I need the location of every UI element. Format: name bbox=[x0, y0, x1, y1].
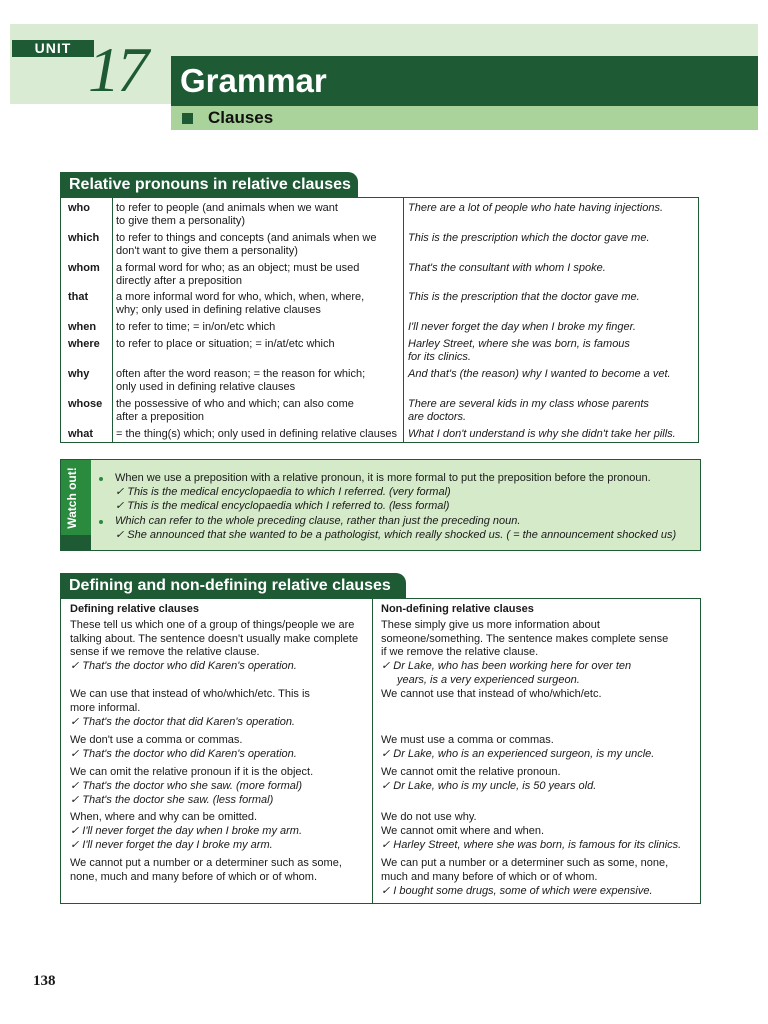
example-line: And that's (the reason) why I wanted to become a vet. bbox=[408, 368, 671, 380]
left-column-line: ✓ I'll never forget the day I broke my arm. bbox=[70, 839, 273, 851]
right-column-line: ✓ Dr Lake, who is my uncle, is 50 years old. bbox=[381, 780, 597, 792]
usage-cell bbox=[116, 232, 401, 258]
example-line: This is the prescription which the doctor gave me. bbox=[408, 232, 650, 244]
left-column-line: talking about. The sentence doesn't usually make complete bbox=[70, 633, 359, 645]
left-column-line: more informal. bbox=[70, 702, 141, 714]
example-line: There are a lot of people who hate having injections. bbox=[408, 202, 663, 214]
left-column-line: We cannot put a number or a determiner such as some, bbox=[70, 857, 342, 869]
left-column-line: We don't use a comma or commas. bbox=[70, 734, 243, 746]
right-column-line: We cannot omit where and when. bbox=[381, 825, 545, 837]
watch-out-line: Which can refer to the whole preceding clause, rather than just the preceding noun. bbox=[115, 515, 521, 527]
right-column-heading: Non-defining relative clauses bbox=[381, 603, 534, 615]
left-column-line: ✓ That's the doctor who did Karen's operation. bbox=[70, 660, 297, 672]
right-column-line: years, is a very experienced surgeon. bbox=[397, 674, 580, 686]
example-line: This is the prescription that the doctor gave me. bbox=[408, 291, 640, 303]
page-title: Grammar bbox=[180, 62, 327, 99]
watch-out-label: Watch out! bbox=[65, 467, 79, 529]
usage-cell bbox=[116, 262, 401, 288]
example-cell bbox=[408, 368, 696, 381]
usage-line: to refer to people (and animals when we want bbox=[116, 202, 338, 214]
example-cell bbox=[408, 398, 696, 424]
left-column-line: When, where and why can be omitted. bbox=[70, 811, 258, 823]
pronoun-cell: when bbox=[68, 321, 97, 333]
usage-cell bbox=[116, 321, 401, 334]
left-column-line: ✓ That's the doctor she saw. (less formal) bbox=[70, 794, 274, 806]
usage-cell bbox=[116, 202, 401, 228]
right-column-line: We cannot omit the relative pronoun. bbox=[381, 766, 561, 778]
pronoun-cell: why bbox=[68, 368, 90, 380]
example-cell bbox=[408, 202, 696, 215]
usage-line: why; only used in defining relative clauses bbox=[116, 304, 321, 316]
bullet-icon bbox=[99, 477, 103, 481]
usage-line: don't want to give them a personality) bbox=[116, 245, 298, 257]
usage-cell bbox=[116, 428, 401, 441]
left-column-line: ✓ That's the doctor who she saw. (more formal) bbox=[70, 780, 303, 792]
usage-line: a formal word for who; as an object; must be used bbox=[116, 262, 360, 274]
example-cell bbox=[408, 262, 696, 275]
left-column-line: ✓ That's the doctor that did Karen's operation. bbox=[70, 716, 295, 728]
column-divider bbox=[403, 198, 404, 442]
left-column-line: sense if we remove the relative clause. bbox=[70, 646, 260, 658]
example-cell bbox=[408, 291, 696, 304]
square-bullet-icon bbox=[182, 113, 193, 124]
right-column-line: ✓ Harley Street, where she was born, is famous for its clinics. bbox=[381, 839, 682, 851]
example-cell bbox=[408, 338, 696, 364]
usage-line: after a preposition bbox=[116, 411, 205, 423]
pronoun-cell: whom bbox=[68, 262, 100, 274]
left-column-line: ✓ I'll never forget the day when I broke my arm. bbox=[70, 825, 303, 837]
example-line: for its clinics. bbox=[408, 351, 471, 363]
pronoun-cell: which bbox=[68, 232, 100, 244]
left-column-line: We can use that instead of who/which/etc. This is bbox=[70, 688, 310, 700]
left-column-line: ✓ That's the doctor who did Karen's operation. bbox=[70, 748, 297, 760]
watch-out-line: When we use a preposition with a relative pronoun, it is more formal to put the preposition before the pronoun. bbox=[115, 472, 651, 484]
left-column-line: none, much and many before of which or of whom. bbox=[70, 871, 318, 883]
right-column-line: We must use a comma or commas. bbox=[381, 734, 554, 746]
relative-pronouns-table bbox=[60, 197, 699, 443]
watch-out-line: ✓ She announced that she wanted to be a pathologist, which really shocked us. ( = the announcement shocked us) bbox=[115, 529, 677, 541]
section-title-defining-clauses: Defining and non-defining relative clauses bbox=[60, 573, 406, 599]
watch-out-line: ✓ This is the medical encyclopaedia which I referred to. (less formal) bbox=[115, 500, 450, 512]
usage-line: to give them a personality) bbox=[116, 215, 246, 227]
right-column-line: if we remove the relative clause. bbox=[381, 646, 539, 658]
right-column-line: These simply give us more information about bbox=[381, 619, 600, 631]
usage-cell bbox=[116, 368, 401, 394]
usage-cell bbox=[116, 291, 401, 317]
usage-line: a more informal word for who, which, when, where, bbox=[116, 291, 365, 303]
usage-line: to refer to things and concepts (and animals when we bbox=[116, 232, 377, 244]
bullet-icon bbox=[99, 520, 103, 524]
example-line: What I don't understand is why she didn't take her pills. bbox=[408, 428, 676, 440]
usage-line: directly after a preposition bbox=[116, 275, 242, 287]
example-cell bbox=[408, 321, 696, 334]
usage-line: only used in defining relative clauses bbox=[116, 381, 296, 393]
usage-line: often after the word reason; = the reason for which; bbox=[116, 368, 366, 380]
example-cell bbox=[408, 232, 696, 245]
defining-clauses-table bbox=[60, 598, 701, 904]
usage-cell bbox=[116, 338, 401, 351]
column-divider bbox=[112, 198, 113, 442]
pronoun-cell: that bbox=[68, 291, 89, 303]
pronoun-cell: what bbox=[68, 428, 94, 440]
right-column-line: We can put a number or a determiner such as some, none, bbox=[381, 857, 669, 869]
usage-line: to refer to time; = in/on/etc which bbox=[116, 321, 276, 333]
example-line: There are several kids in my class whose parents bbox=[408, 398, 649, 410]
example-line: are doctors. bbox=[408, 411, 467, 423]
watch-out-line: ✓ This is the medical encyclopaedia to which I referred. (very formal) bbox=[115, 486, 451, 498]
usage-line: = the thing(s) which; only used in defining relative clauses bbox=[116, 428, 397, 440]
section-title-relative-pronouns: Relative pronouns in relative clauses bbox=[60, 172, 358, 198]
example-line: Harley Street, where she was born, is famous bbox=[408, 338, 630, 350]
example-line: I'll never forget the day when I broke my finger. bbox=[408, 321, 636, 333]
watch-out-box bbox=[60, 459, 701, 551]
usage-line: to refer to place or situation; = in/at/etc which bbox=[116, 338, 335, 350]
right-column-line: We cannot use that instead of who/which/etc. bbox=[381, 688, 602, 700]
right-column-line: ✓ Dr Lake, who is an experienced surgeon, is my uncle. bbox=[381, 748, 655, 760]
pronoun-cell: who bbox=[68, 202, 90, 214]
unit-label: UNIT bbox=[12, 40, 94, 57]
right-column-line: ✓ Dr Lake, who has been working here for over ten bbox=[381, 660, 632, 672]
column-divider bbox=[372, 599, 373, 903]
page-subtitle: Clauses bbox=[208, 108, 274, 127]
left-column-line: We can omit the relative pronoun if it is the object. bbox=[70, 766, 314, 778]
right-column-line: We do not use why. bbox=[381, 811, 477, 823]
pronoun-cell: whose bbox=[68, 398, 103, 410]
unit-number: 17 bbox=[88, 34, 146, 105]
usage-line: the possessive of who and which; can also come bbox=[116, 398, 354, 410]
pronoun-cell: where bbox=[68, 338, 100, 350]
page-number: 138 bbox=[33, 973, 56, 989]
usage-cell bbox=[116, 398, 401, 424]
right-column-line: ✓ I bought some drugs, some of which were expensive. bbox=[381, 885, 653, 897]
left-column-heading: Defining relative clauses bbox=[70, 603, 199, 615]
watch-out-sidebar-foot bbox=[61, 535, 91, 550]
example-line: That's the consultant with whom I spoke. bbox=[408, 262, 606, 274]
left-column-line: These tell us which one of a group of things/people we are bbox=[70, 619, 355, 631]
right-column-line: much and many before of which or of whom. bbox=[381, 871, 598, 883]
right-column-line: someone/something. The sentence makes complete sense bbox=[381, 633, 669, 645]
example-cell bbox=[408, 428, 696, 441]
